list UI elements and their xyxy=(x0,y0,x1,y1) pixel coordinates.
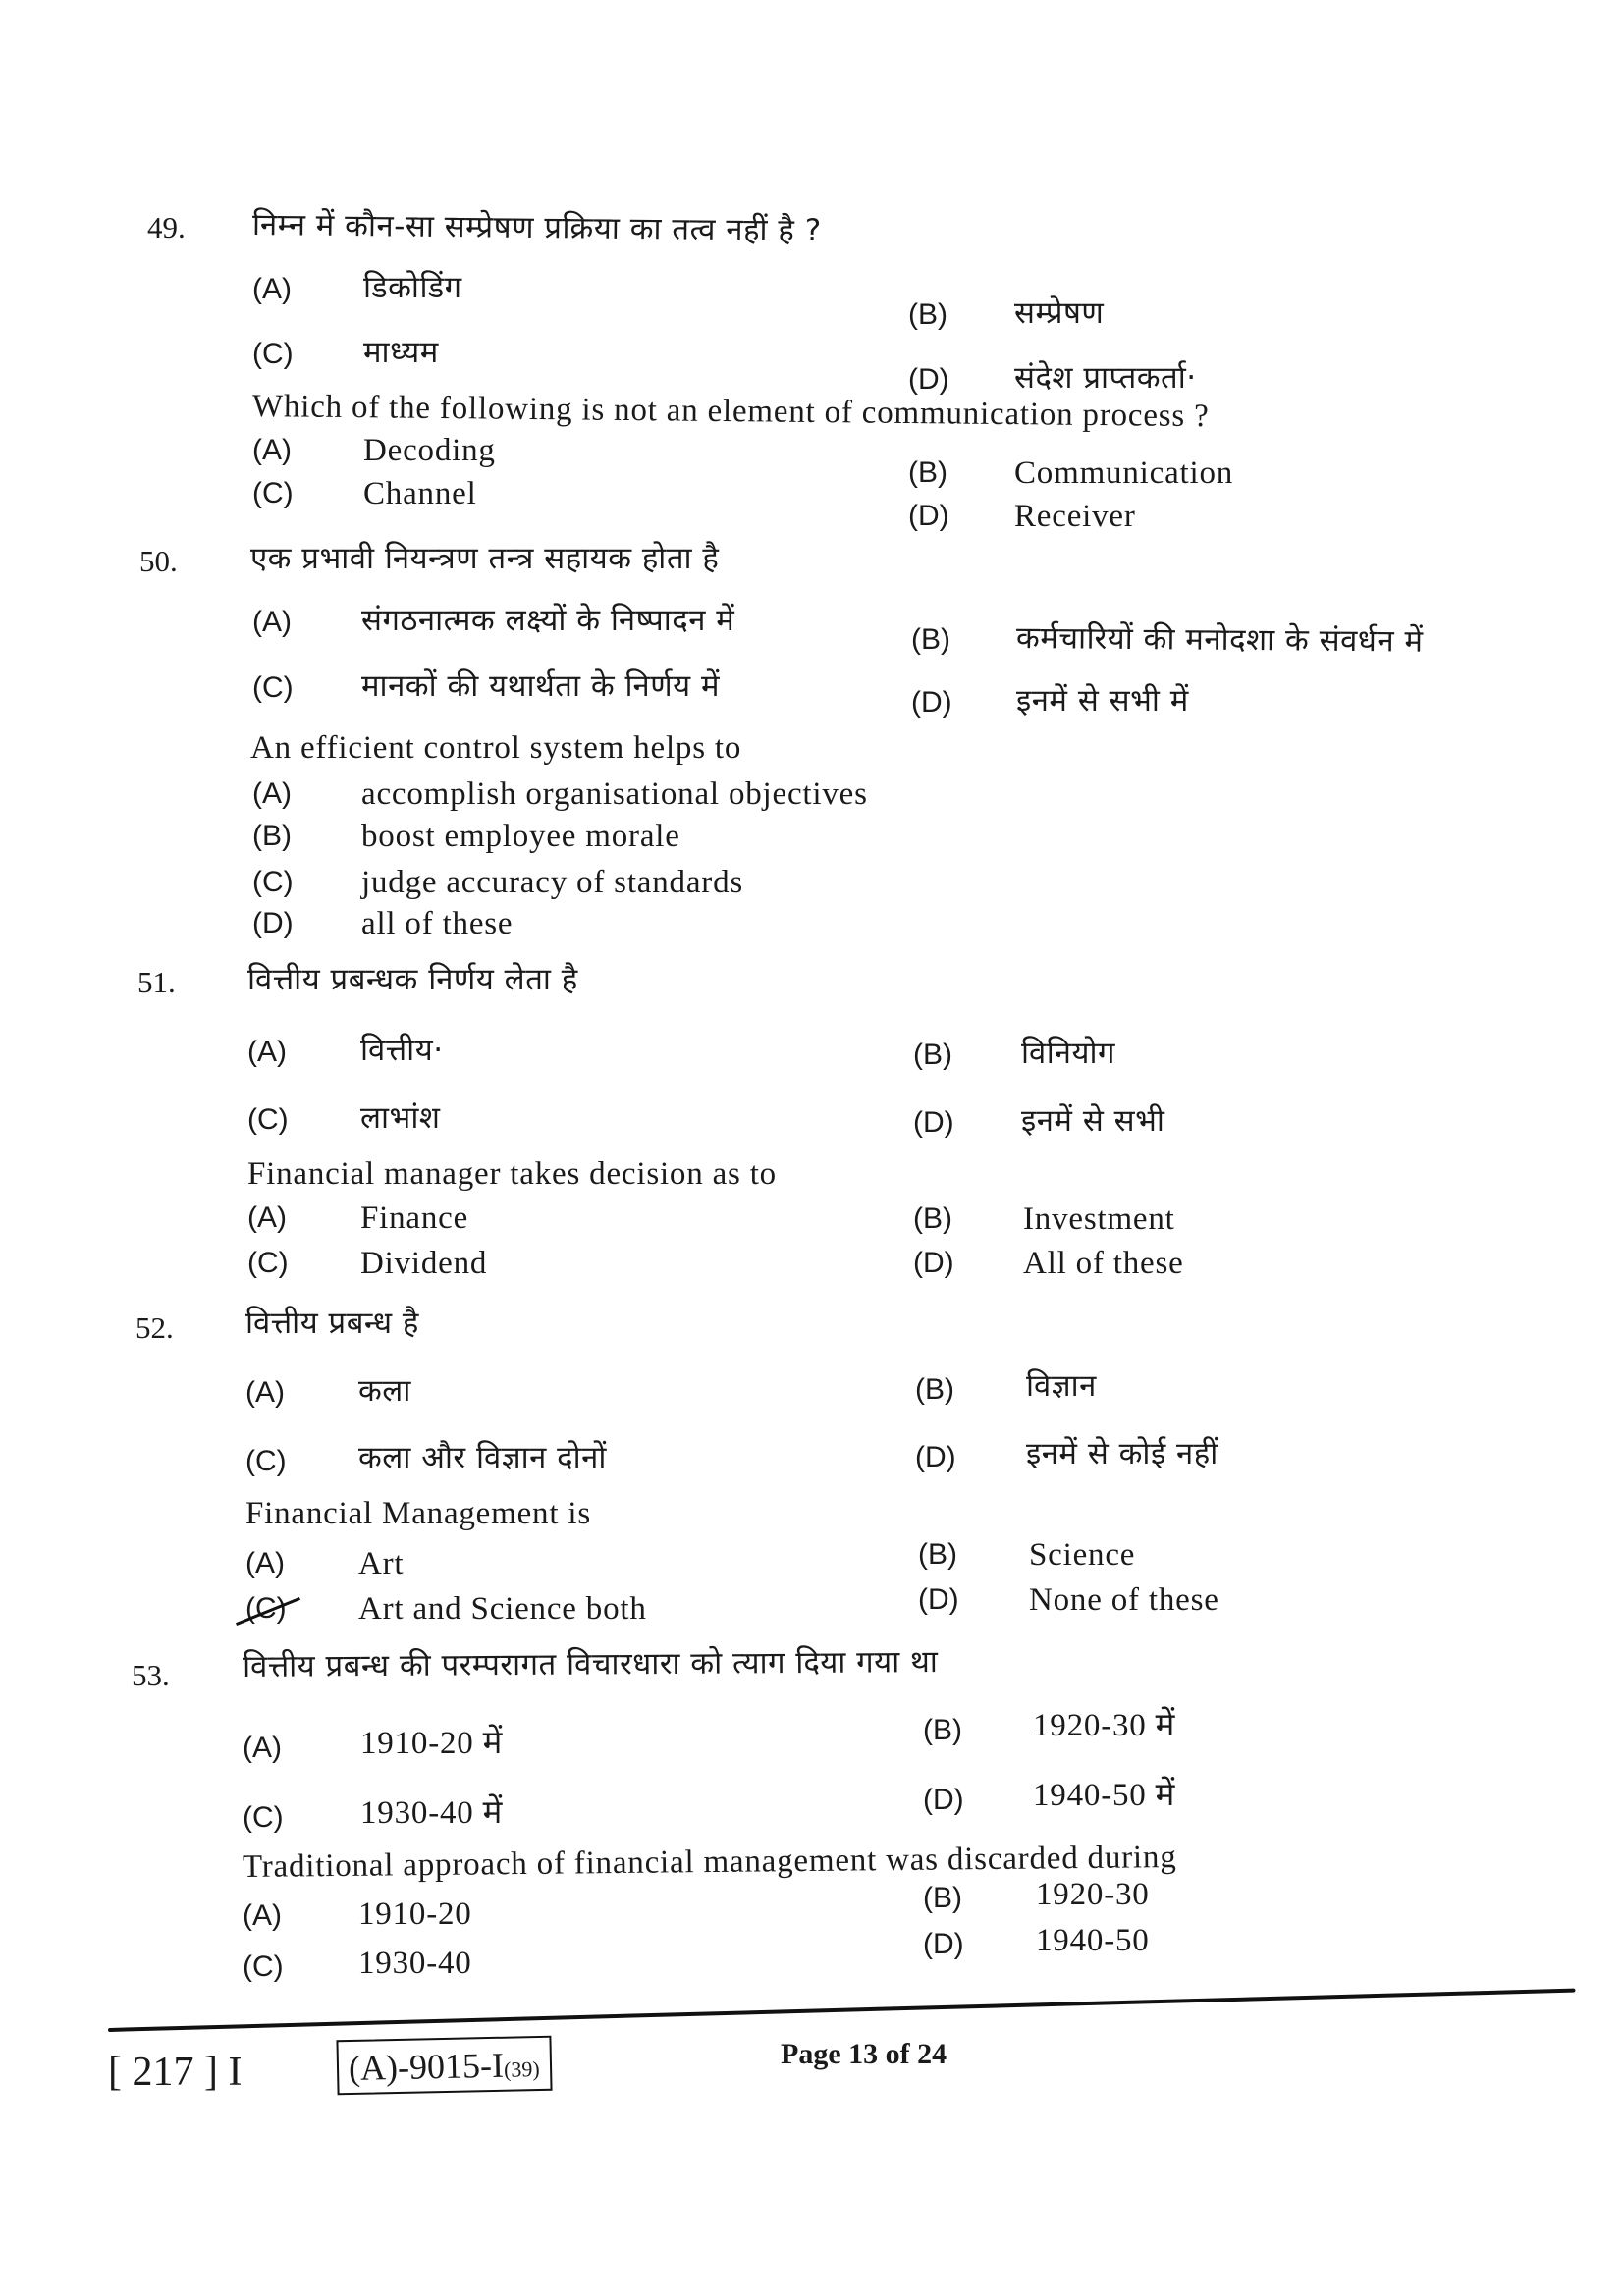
option-text: कर्मचारियों की मनोदशा के संवर्धन में xyxy=(1015,620,1424,660)
option-text: संगठनात्मक लक्ष्यों के निष्पादन में xyxy=(361,603,735,638)
option-label: (D) xyxy=(915,1441,956,1473)
option-label: (D) xyxy=(911,686,952,719)
option-text: मानकों की यथार्थता के निर्णय में xyxy=(361,668,721,704)
option-label: (A) xyxy=(245,1376,285,1409)
option-label: (A) xyxy=(245,1547,285,1579)
question-text-hindi: एक प्रभावी नियन्त्रण तन्त्र सहायक होता है xyxy=(250,541,720,576)
option-text: All of these xyxy=(1023,1246,1184,1281)
option-label: (B) xyxy=(913,1202,952,1235)
option-label: (D) xyxy=(923,1784,964,1816)
option-text: Channel xyxy=(363,476,477,511)
option-label: (B) xyxy=(252,820,292,852)
question-text-english: Traditional approach of financial management was discarded during xyxy=(242,1840,1177,1885)
question-text-hindi: वित्तीय प्रबन्धक निर्णय लेता है xyxy=(247,962,578,997)
option-label: (A) xyxy=(252,434,292,466)
option-label: (B) xyxy=(915,1373,954,1406)
option-text: विनियोग xyxy=(1021,1036,1115,1071)
option-text: 1940-50 में xyxy=(1033,1778,1176,1813)
option-label: (A) xyxy=(252,606,292,638)
option-text: Investment xyxy=(1023,1201,1175,1237)
option-label: (A) xyxy=(252,777,292,810)
option-text: accomplish organisational objectives xyxy=(361,776,868,812)
question-text-english: Financial Management is xyxy=(245,1496,591,1531)
option-text: 1910-20 में xyxy=(360,1726,504,1761)
option-text: Finance xyxy=(360,1201,469,1236)
option-text: संदेश प्राप्तकर्ता· xyxy=(1014,360,1197,396)
option-label: (A) xyxy=(243,1732,282,1764)
option-label: (C) xyxy=(252,477,294,509)
option-text: 1940-50 xyxy=(1036,1923,1150,1958)
option-label: (B) xyxy=(908,298,947,331)
option-label: (C) xyxy=(247,1247,289,1279)
question-number: 49. xyxy=(147,210,186,244)
option-label: (D) xyxy=(923,1928,964,1960)
question-text-english: Which of the following is not an element of communication process ? xyxy=(251,389,1210,435)
question-number: 50. xyxy=(139,544,178,578)
option-label: (B) xyxy=(923,1882,962,1914)
option-text: None of these xyxy=(1029,1582,1219,1618)
option-label: (B) xyxy=(911,623,950,656)
option-label: (D) xyxy=(913,1106,954,1139)
page-number: Page 13 of 24 xyxy=(781,2038,947,2070)
option-text: 1920-30 xyxy=(1036,1877,1150,1912)
option-label-marked: (C) xyxy=(245,1592,287,1625)
question-text-hindi: वित्तीय प्रबन्ध है xyxy=(245,1306,419,1341)
option-label: (B) xyxy=(923,1714,962,1746)
option-text: Communication xyxy=(1014,455,1234,491)
option-text: 1910-20 xyxy=(358,1896,472,1932)
option-text: वित्तीय· xyxy=(360,1033,444,1068)
paper-code: [ 217 ] I xyxy=(108,2050,243,2095)
booklet-code-box xyxy=(336,2036,552,2096)
option-text: कला xyxy=(358,1373,411,1409)
option-text: लाभांश xyxy=(360,1100,441,1136)
option-label: (D) xyxy=(913,1247,954,1279)
option-label: (A) xyxy=(252,273,292,305)
option-text: 1930-40 में xyxy=(360,1795,504,1831)
option-text: judge accuracy of standards xyxy=(361,865,744,900)
option-text: Art and Science both xyxy=(358,1591,647,1627)
question-number: 52. xyxy=(135,1310,174,1345)
option-text: Art xyxy=(358,1546,405,1581)
question-number: 51. xyxy=(137,965,176,999)
question-text-english: An efficient control system helps to xyxy=(250,730,742,766)
option-text: इनमें से कोई नहीं xyxy=(1026,1436,1218,1471)
question-text-english: Financial manager takes decision as to xyxy=(247,1156,777,1192)
option-text: Receiver xyxy=(1014,499,1136,534)
option-label: (C) xyxy=(247,1103,289,1136)
option-label: (C) xyxy=(252,338,294,370)
option-text: all of these xyxy=(361,906,514,941)
option-text: सम्प्रेषण xyxy=(1014,295,1105,331)
option-text: Decoding xyxy=(363,433,496,468)
option-label: (B) xyxy=(908,456,947,489)
option-label: (C) xyxy=(243,1950,284,1983)
booklet-code-suffix: (39) xyxy=(503,2056,540,2082)
option-label: (B) xyxy=(918,1538,957,1571)
option-label: (A) xyxy=(243,1899,282,1932)
option-label: (D) xyxy=(918,1583,959,1616)
option-text: 1930-40 xyxy=(358,1946,472,1981)
option-text: कला और विज्ञान दोनों xyxy=(358,1440,607,1475)
option-text: इनमें से सभी में xyxy=(1016,683,1189,719)
option-label: (C) xyxy=(252,866,294,898)
option-text: 1920-30 में xyxy=(1033,1708,1176,1743)
option-text: boost employee morale xyxy=(361,819,680,854)
booklet-code: (A)-9015-I xyxy=(348,2045,505,2089)
question-text-hindi: निम्न में कौन-सा सम्प्रेषण प्रक्रिया का तत्व नहीं है ? xyxy=(251,207,822,249)
option-label: (A) xyxy=(247,1201,287,1234)
option-label: (D) xyxy=(252,907,294,939)
option-label: (C) xyxy=(252,671,294,704)
option-label: (A) xyxy=(247,1036,287,1068)
option-label: (D) xyxy=(908,363,949,396)
option-text: विज्ञान xyxy=(1026,1368,1097,1404)
question-number: 53. xyxy=(132,1658,170,1692)
option-label: (C) xyxy=(245,1445,287,1477)
option-text: इनमें से सभी xyxy=(1021,1103,1165,1139)
option-text: Science xyxy=(1029,1537,1136,1573)
option-label: (C) xyxy=(243,1801,284,1834)
option-label: (B) xyxy=(913,1039,952,1071)
option-text: Dividend xyxy=(360,1246,488,1281)
option-text: डिकोडिंग xyxy=(363,270,462,305)
option-text: माध्यम xyxy=(363,335,439,370)
question-text-hindi: वित्तीय प्रबन्ध की परम्परागत विचारधारा को त्याग दिया गया था xyxy=(242,1644,939,1684)
footer-divider xyxy=(108,1989,1576,2032)
option-label: (D) xyxy=(908,500,949,532)
